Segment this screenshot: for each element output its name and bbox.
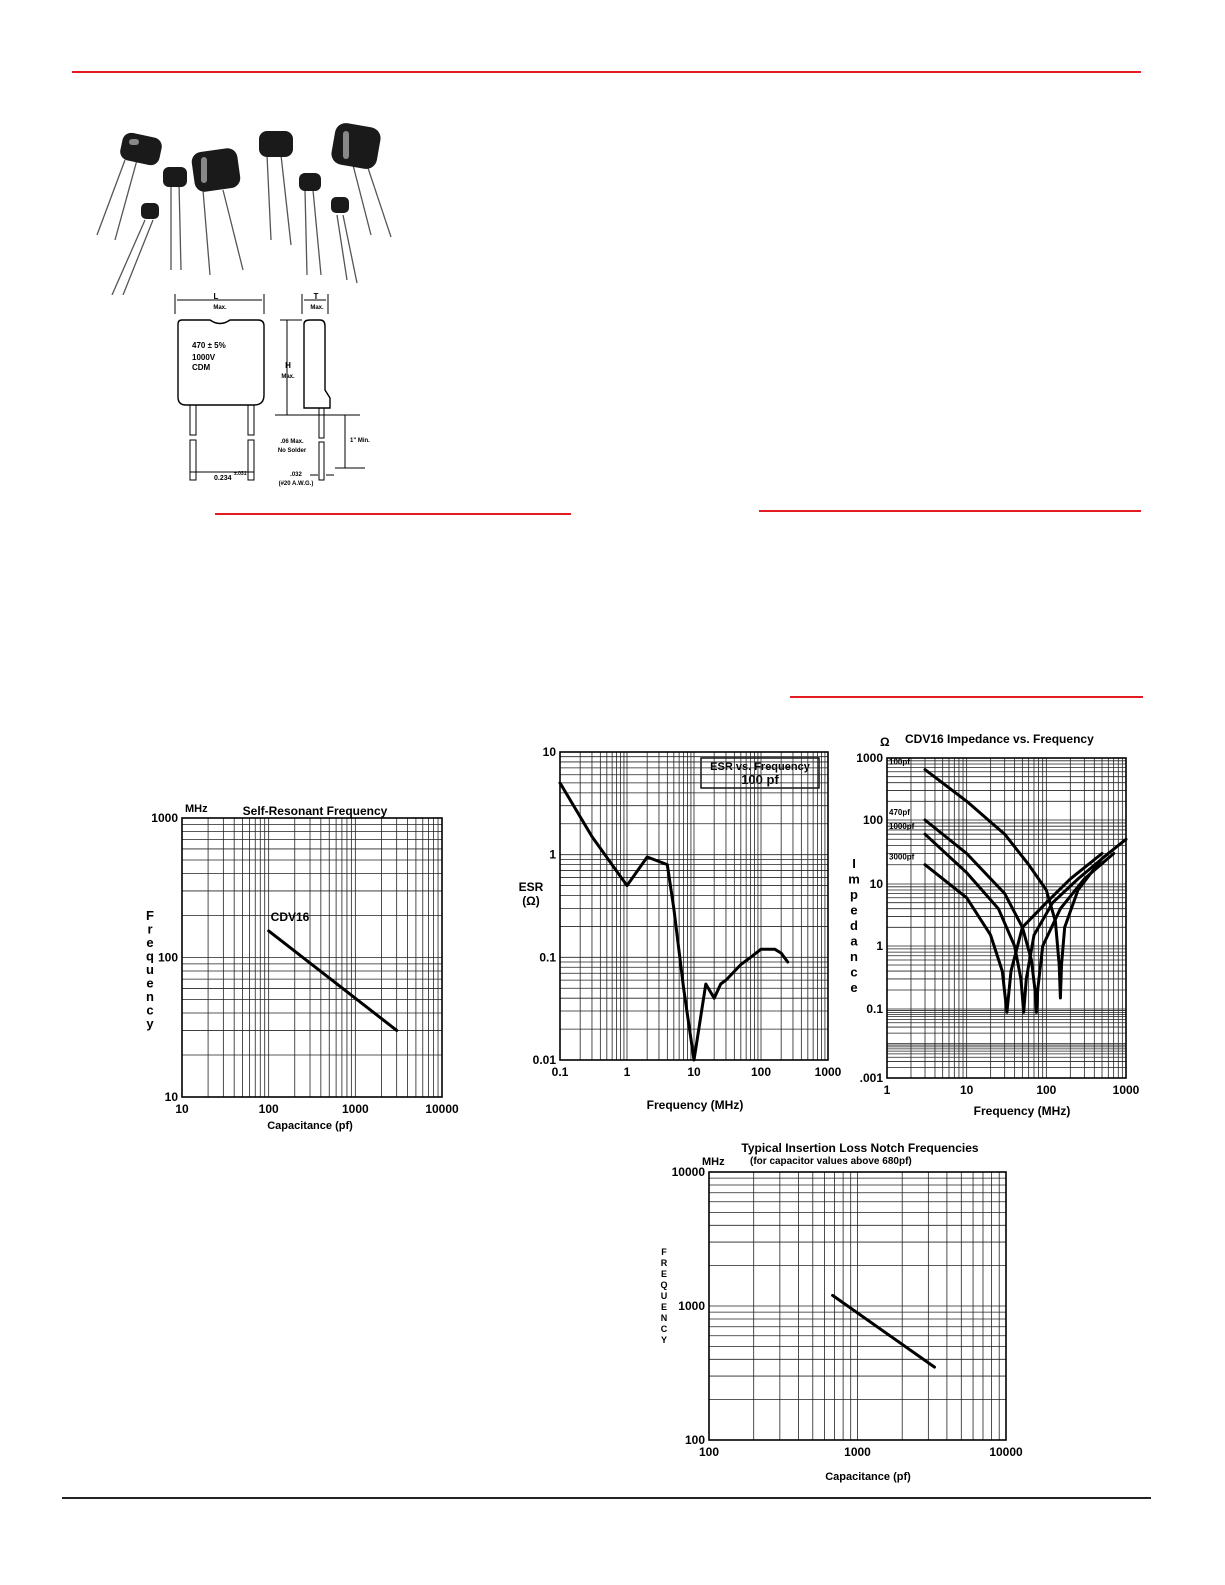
chart3-subtitle: (for capacitor values above 680pf): [750, 1156, 912, 1167]
chart3-ylabel-letter: C: [660, 1324, 668, 1334]
chart1-xlabel: Frequency (MHz): [646, 1098, 744, 1112]
chart-self-resonant-frequency: [130, 795, 470, 1140]
chart2-series-label: 100pf: [889, 757, 910, 767]
chart2-ylabel-letter: n: [850, 949, 858, 964]
chart2-grid: [887, 758, 1126, 1078]
footer-rule: [62, 1497, 1151, 1499]
chart2-ytick: 1: [876, 939, 883, 953]
label-line-2: 1000V: [192, 353, 216, 362]
chart2-ylabel-letter: m: [848, 871, 860, 887]
chart0-ytick: 10: [164, 1090, 178, 1104]
chart2-xtick: 1: [883, 1083, 891, 1097]
chart3-ytick: 10000: [671, 1165, 705, 1179]
chart2-series-label: 1000pf: [889, 822, 915, 832]
chart2-ylabel-letter: a: [850, 933, 858, 949]
chart3-ylabel-letter: U: [660, 1291, 668, 1301]
chart3-xtick: 10000: [989, 1445, 1023, 1459]
chart0-grid: [182, 818, 442, 1097]
chart0-ylabel-letter: r: [147, 921, 153, 937]
chart0-ytick: 100: [157, 950, 178, 965]
chart3-xtick: 100: [698, 1445, 720, 1459]
chart2-title: CDV16 Impedance vs. Frequency: [905, 732, 1094, 746]
chart2-ylabel-letter: I: [852, 856, 856, 871]
chart2-frame: [887, 758, 1126, 1078]
chart2-ytick: 10: [869, 877, 883, 891]
dim-T-sub: Max.: [310, 305, 324, 311]
chart1-ytick: 1: [549, 847, 556, 862]
chart0-xtick: 100: [258, 1102, 279, 1116]
chart3-ylabel-letter: R: [660, 1258, 668, 1268]
chart1-xtick: 1000: [814, 1065, 842, 1079]
chart3-unit-label: MHz: [702, 1156, 725, 1168]
dim-H-sub: Max.: [281, 374, 295, 380]
chart3-ylabel-letter: Y: [660, 1335, 668, 1345]
capacitor-leads: [97, 155, 391, 295]
chart3-title: Typical Insertion Loss Notch Frequencies: [741, 1141, 979, 1155]
chart1-xtick: 1: [623, 1065, 631, 1079]
dim-H: H: [285, 361, 291, 370]
chart1-grid: [560, 752, 828, 1060]
chart0-xtick: 10: [175, 1102, 189, 1116]
chart2-ylabel-letter: c: [850, 964, 858, 980]
chart3-xtick: 1000: [844, 1445, 871, 1459]
chart1-xtick: 0.1: [551, 1065, 569, 1079]
chart2-ytick: 100: [862, 813, 883, 827]
lead-min: 1" Min.: [350, 438, 370, 444]
chart0-ylabel-letter: q: [146, 948, 154, 964]
chart3-ytick: 1000: [678, 1299, 705, 1313]
chart-esr-vs-frequency: [510, 738, 850, 1118]
section-rule-left: [215, 513, 571, 515]
chart-impedance-vs-frequency: [840, 728, 1160, 1123]
chart1-subtitle: 100 pf: [741, 772, 779, 787]
chart2-ytick: 0.1: [866, 1002, 883, 1016]
chart2-ytick: 1000: [856, 751, 883, 765]
chart0-xtick: 1000: [341, 1102, 369, 1116]
chart2-series-line: [925, 834, 1108, 1012]
chart1-ytick: 10: [542, 745, 556, 759]
chart2-series-line: [925, 854, 1102, 1013]
chart1-title: ESR vs. Frequency: [710, 761, 810, 773]
chart0-series-label: CDV16: [270, 909, 310, 924]
chart3-ylabel-letter: E: [660, 1302, 668, 1312]
chart1-ytick: 0.01: [532, 1053, 556, 1067]
chart2-xtick: 1000: [1112, 1083, 1140, 1097]
chart2-xtick: 10: [959, 1083, 974, 1097]
chart2-ylabel-letter: p: [850, 887, 858, 902]
chart2-xlabel: Frequency (MHz): [973, 1104, 1071, 1118]
chart3-ylabel-letter: E: [660, 1269, 668, 1279]
chart0-ylabel-letter: e: [146, 935, 154, 950]
chart2-series-label: 470pf: [889, 808, 910, 817]
chart3-ylabel-letter: F: [661, 1247, 667, 1257]
capacitor-photo: [85, 105, 405, 295]
chart0-ylabel-letter: n: [146, 989, 154, 1004]
no-solder-1: .06 Max.: [280, 439, 304, 445]
chart2-ytick: .001: [859, 1071, 883, 1085]
wire-2: (#20 A.W.G.): [278, 481, 314, 487]
spacing-tol: ±.031: [234, 471, 247, 477]
section-rule-right: [759, 510, 1141, 512]
capacitor-bodies: [119, 121, 383, 219]
chart3-xlabel: Capacitance (pf): [825, 1471, 911, 1483]
chart1-xtick: 10: [687, 1065, 701, 1079]
chart0-xtick: 10000: [425, 1102, 459, 1116]
dimension-drawing: [170, 290, 370, 490]
wire-1: .032: [290, 472, 302, 478]
chart0-series-line: [269, 931, 397, 1031]
chart2-ylabel-letter: d: [850, 918, 858, 933]
chart0-title: Self-Resonant Frequency: [242, 804, 388, 818]
chart2-ylabel-letter: e: [850, 902, 858, 918]
chart0-ylabel-letter: u: [146, 962, 154, 977]
spacing: 0.234: [214, 475, 232, 482]
chart0-xlabel: Capacitance (pf): [267, 1120, 353, 1132]
dim-L-sub: Max.: [213, 305, 227, 311]
label-line-1: 470 ± 5%: [192, 341, 226, 350]
dim-L: L: [213, 292, 219, 301]
chart1-ytick: 0.1: [539, 950, 556, 965]
chart-insertion-loss-notch: [640, 1136, 1050, 1486]
top-rule: [72, 71, 1141, 73]
chart0-unit-label: MHz: [185, 803, 208, 815]
chart3-grid: [709, 1172, 1006, 1440]
chart1-ylabel-1: ESR: [518, 880, 544, 894]
chart3-ytick: 100: [684, 1433, 705, 1447]
section-rule-charts: [790, 696, 1143, 698]
dim-T: T: [313, 292, 319, 301]
chart0-ytick: 1000: [151, 811, 178, 825]
chart0-ylabel-letter: y: [146, 1016, 154, 1031]
chart0-ylabel-letter: c: [146, 1002, 154, 1018]
label-line-3: CDM: [192, 363, 211, 372]
chart0-ylabel-letter: e: [146, 975, 154, 991]
chart2-xtick: 100: [1036, 1083, 1057, 1097]
chart2-unit-label: Ω: [880, 735, 890, 749]
chart2-ylabel-letter: e: [850, 980, 858, 995]
chart0-ylabel-letter: F: [146, 908, 154, 923]
chart2-series-label: 3000pf: [889, 852, 915, 862]
chart3-ylabel-letter: Q: [660, 1280, 668, 1290]
chart1-ylabel-2: (Ω): [522, 894, 540, 908]
chart3-ylabel-letter: N: [660, 1313, 668, 1323]
no-solder-2: No Solder: [277, 448, 307, 454]
chart1-xtick: 100: [750, 1065, 772, 1079]
